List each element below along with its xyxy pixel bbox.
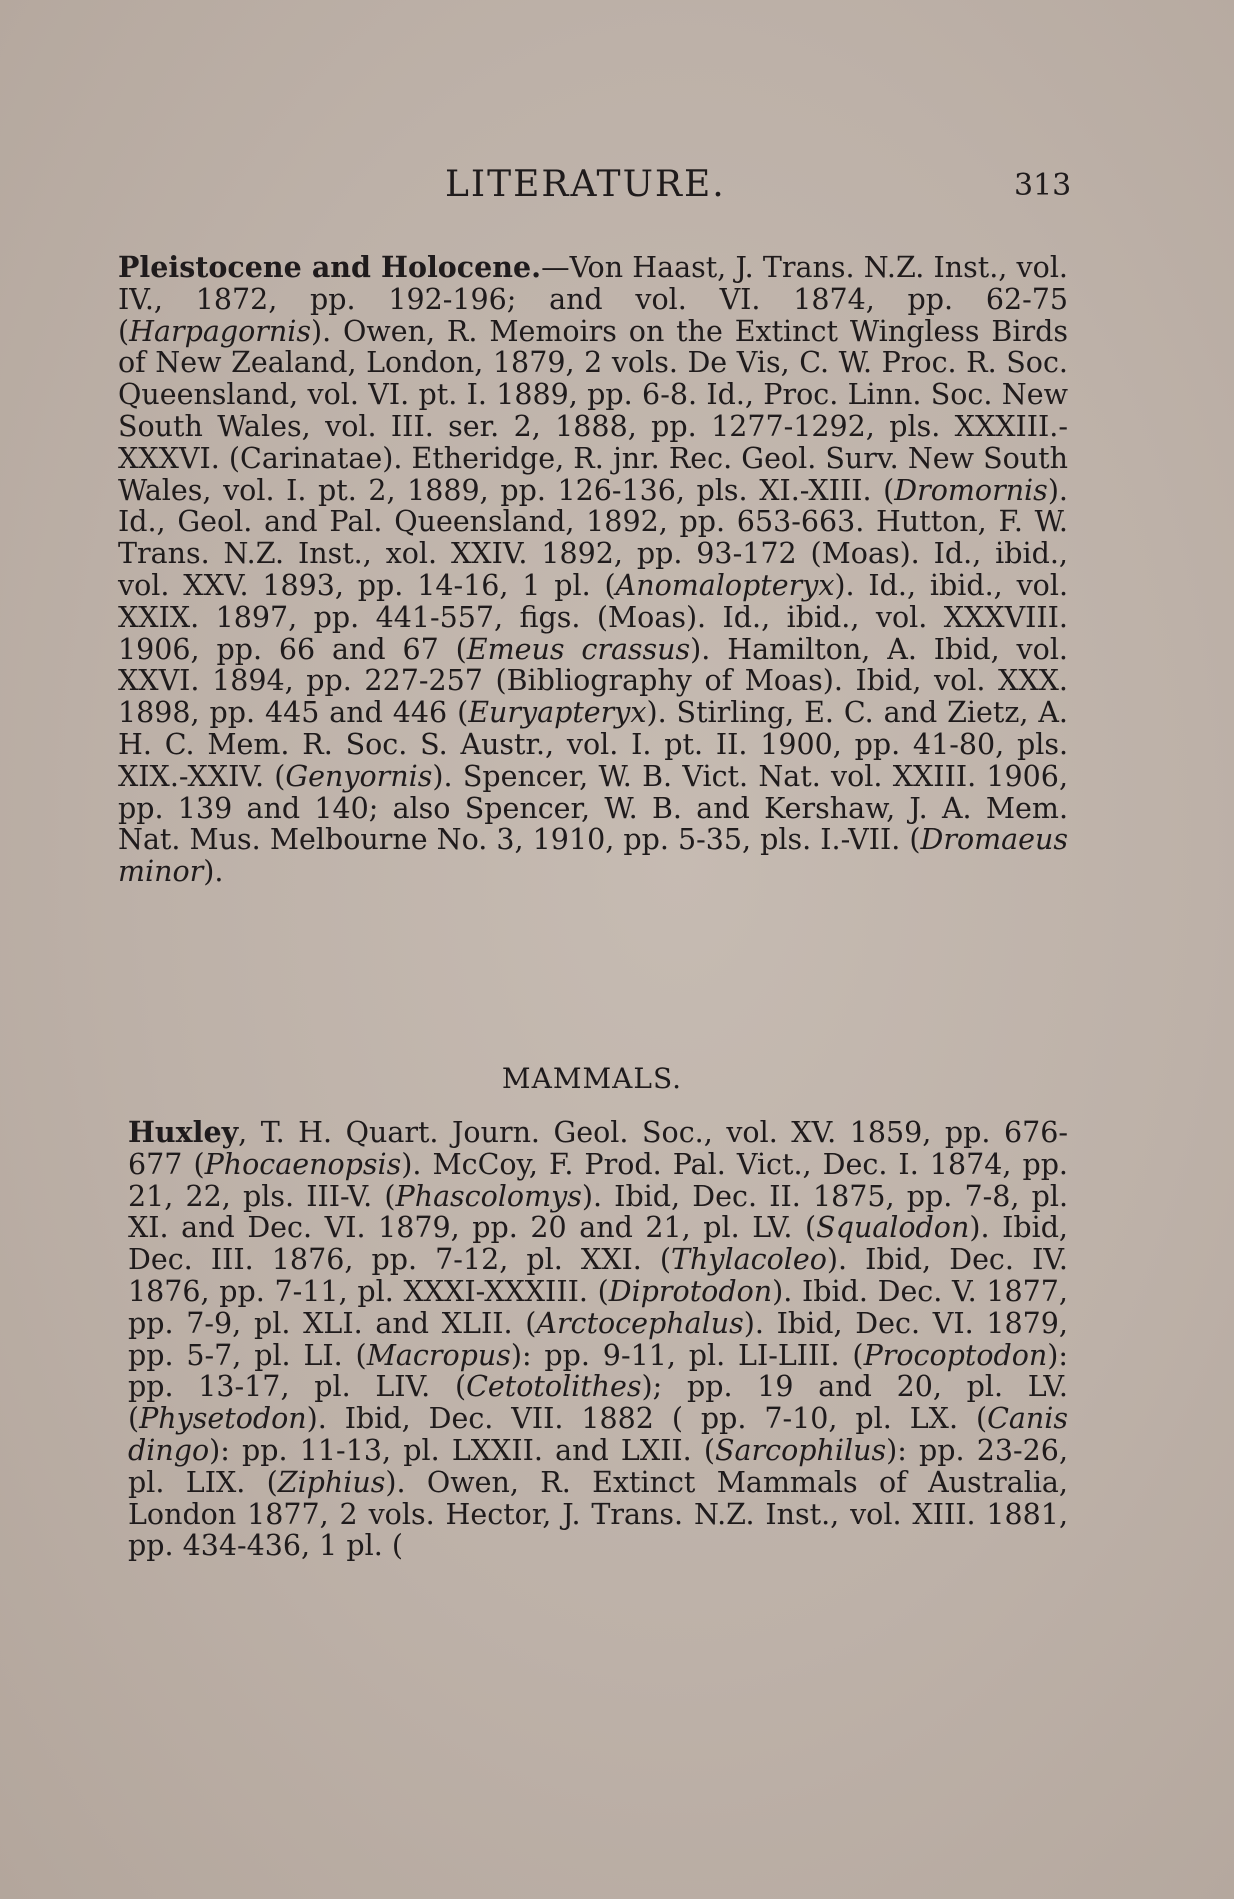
taxon-name: Phascolomys bbox=[395, 1179, 582, 1213]
running-head: LITERATURE. bbox=[445, 164, 726, 205]
pleistocene-holocene-bibliography bbox=[118, 250, 1069, 889]
citation-text: ); pp. 19 and 20, pl. LV. ( bbox=[128, 1370, 1068, 1436]
mammals-bibliography bbox=[128, 1115, 1069, 1563]
citation-text: ). Id., ibid., vol. XXIX. 1897, pp. 441-557, figs. (Moas). Id., ibid., vol. XXXVIII. 1906, pp. 66 and 67 ( bbox=[118, 568, 1069, 666]
taxon-name: Dromornis bbox=[894, 473, 1048, 507]
citation-text: ). Ibid. Dec. V. 1877, pp. 7-9, pl. XLI. and XLII. ( bbox=[128, 1274, 1068, 1340]
citation-text: ). Ibid, Dec. III. 1876, pp. 7-12, pl. XXI. ( bbox=[128, 1211, 1068, 1277]
taxon-name: Canis dingo bbox=[128, 1402, 1068, 1467]
taxon-name: Genyornis bbox=[285, 759, 433, 793]
section-lead-title: Pleistocene and Holocene. bbox=[118, 250, 542, 284]
citation-text: ). Ibid, Dec. II. 1875, pp. 7-8, pl. XI. and Dec. VI. 1879, pp. 20 and 21, pl. LV. ( bbox=[128, 1179, 1068, 1245]
citation-text: ). McCoy, F. Prod. Pal. Vict., Dec. I. 1874, pp. 21, 22, pls. III-V. ( bbox=[128, 1147, 1068, 1213]
citation-text: ). Spencer, W. B. Vict. Nat. vol. XXIII. 1906, pp. 139 and 140; also Spencer, W. B. and Kershaw, J. A. Mem. Nat. Mus. Melbourne No. 3, 1910, pp. 5-35, pls. I.-VII. ( bbox=[118, 759, 1068, 857]
citation-text: ). Hamilton, A. Ibid, vol. XXVI. 1894, pp. 227-257 (Bibliography of Moas). Ibid, vol. XXX. 1898, pp. 445 and 446 ( bbox=[118, 632, 1068, 730]
mammals-paragraph bbox=[128, 1117, 1068, 1562]
taxon-name: Emeus crassus bbox=[466, 632, 691, 666]
taxon-name: Arctocephalus bbox=[536, 1306, 744, 1340]
page-number: 313 bbox=[1014, 168, 1072, 203]
taxon-name: Squalodon bbox=[816, 1211, 970, 1245]
mammals-heading: MAMMALS. bbox=[501, 1062, 683, 1095]
taxon-name: Macropus bbox=[366, 1338, 511, 1372]
citation-text: ). Owen, R. Extinct Mammals of Australia, London 1877, 2 vols. Hector, J. Trans. N.Z. Inst., vol. XIII. 1881, pp. 434-436, 1 pl. ( bbox=[128, 1465, 1068, 1563]
citation-text: ). Stirling, E. C. and Zietz, A. H. C. Mem. R. Soc. S. Austr., vol. I. pt. II. 1900, pp. 41-80, pls. XIX.-XXIV. ( bbox=[118, 696, 1068, 793]
taxon-name: Cetotolithes bbox=[466, 1370, 642, 1404]
citation-text: ): pp. 9-11, pl. LI-LIII. ( bbox=[510, 1338, 864, 1372]
citation-text: ): pp. 13-17, pl. LIV. ( bbox=[128, 1338, 1068, 1404]
citation-text: ). Ibid, Dec. VII. 1882 ( pp. 7-10, pl. LX. ( bbox=[306, 1402, 988, 1436]
citation-text: —Von Haast, J. Trans. N.Z. Inst., vol. IV., 1872, pp. 192-196; and vol. VI. 1874, pp. 62-75 ( bbox=[118, 251, 1068, 348]
taxon-name: Harpagornis bbox=[129, 314, 311, 348]
taxon-name: Ziphius bbox=[277, 1465, 386, 1499]
section-lead-author: Huxley bbox=[128, 1115, 239, 1149]
taxon-name: Euryapteryx bbox=[468, 696, 647, 730]
citation-text: ): pp. 23-26, pl. LIX. ( bbox=[128, 1433, 1069, 1499]
citation-text: , T. H. Quart. Journ. Geol. Soc., vol. XV. 1859, pp. 676-677 ( bbox=[128, 1116, 1068, 1181]
citation-text: ). Ibid, Dec. VI. 1879, pp. 5-7, pl. LI. ( bbox=[128, 1306, 1068, 1372]
taxon-name: Thylacoleo bbox=[671, 1243, 827, 1277]
taxon-name: Sarcophilus bbox=[715, 1433, 887, 1467]
taxon-name: Diprotodon bbox=[608, 1274, 773, 1308]
citation-text: ): pp. 11-13, pl. LXXII. and LXII. ( bbox=[209, 1433, 716, 1467]
citation-text: ). Id., Geol. and Pal. Queensland, 1892, pp. 653-663. Hutton, F. W. Trans. N.Z. Inst., xol. XXIV. 1892, pp. 93-172 (Moas). Id., ibid., vol. XXV. 1893, pp. 14-16, 1 pl. ( bbox=[118, 473, 1068, 602]
taxon-name: Anomalopteryx bbox=[615, 568, 835, 602]
taxon-name: Phocaenopsis bbox=[204, 1147, 402, 1181]
citation-text: ). bbox=[203, 855, 224, 889]
pleistocene-paragraph bbox=[118, 252, 1068, 888]
taxon-name: Physetodon bbox=[139, 1402, 307, 1436]
citation-text: ). Owen, R. Memoirs on the Extinct Wingless Birds of New Zealand, London, 1879, 2 vols. De Vis, C. W. Proc. R. Soc. Queensland, vol. VI. pt. I. 1889, pp. 6-8. Id., Proc. Linn. Soc. New South Wales, vol. III. ser. 2, 1888, pp. 1277-1292, pls. XXXIII.-XXXVI. (Carinatae). Etheridge, R. jnr. Rec. Geol. Surv. New South Wales, vol. I. pt. 2, 1889, pp. 126-136, pls. XI.-XIII. ( bbox=[118, 314, 1068, 507]
taxon-name: Dromaeus minor bbox=[118, 823, 1068, 889]
citation-text: ). Ibid, Dec. IV. 1876, pp. 7-11, pl. XXXI-XXXIII. ( bbox=[128, 1243, 1068, 1308]
taxon-name: Procoptodon bbox=[863, 1338, 1048, 1372]
